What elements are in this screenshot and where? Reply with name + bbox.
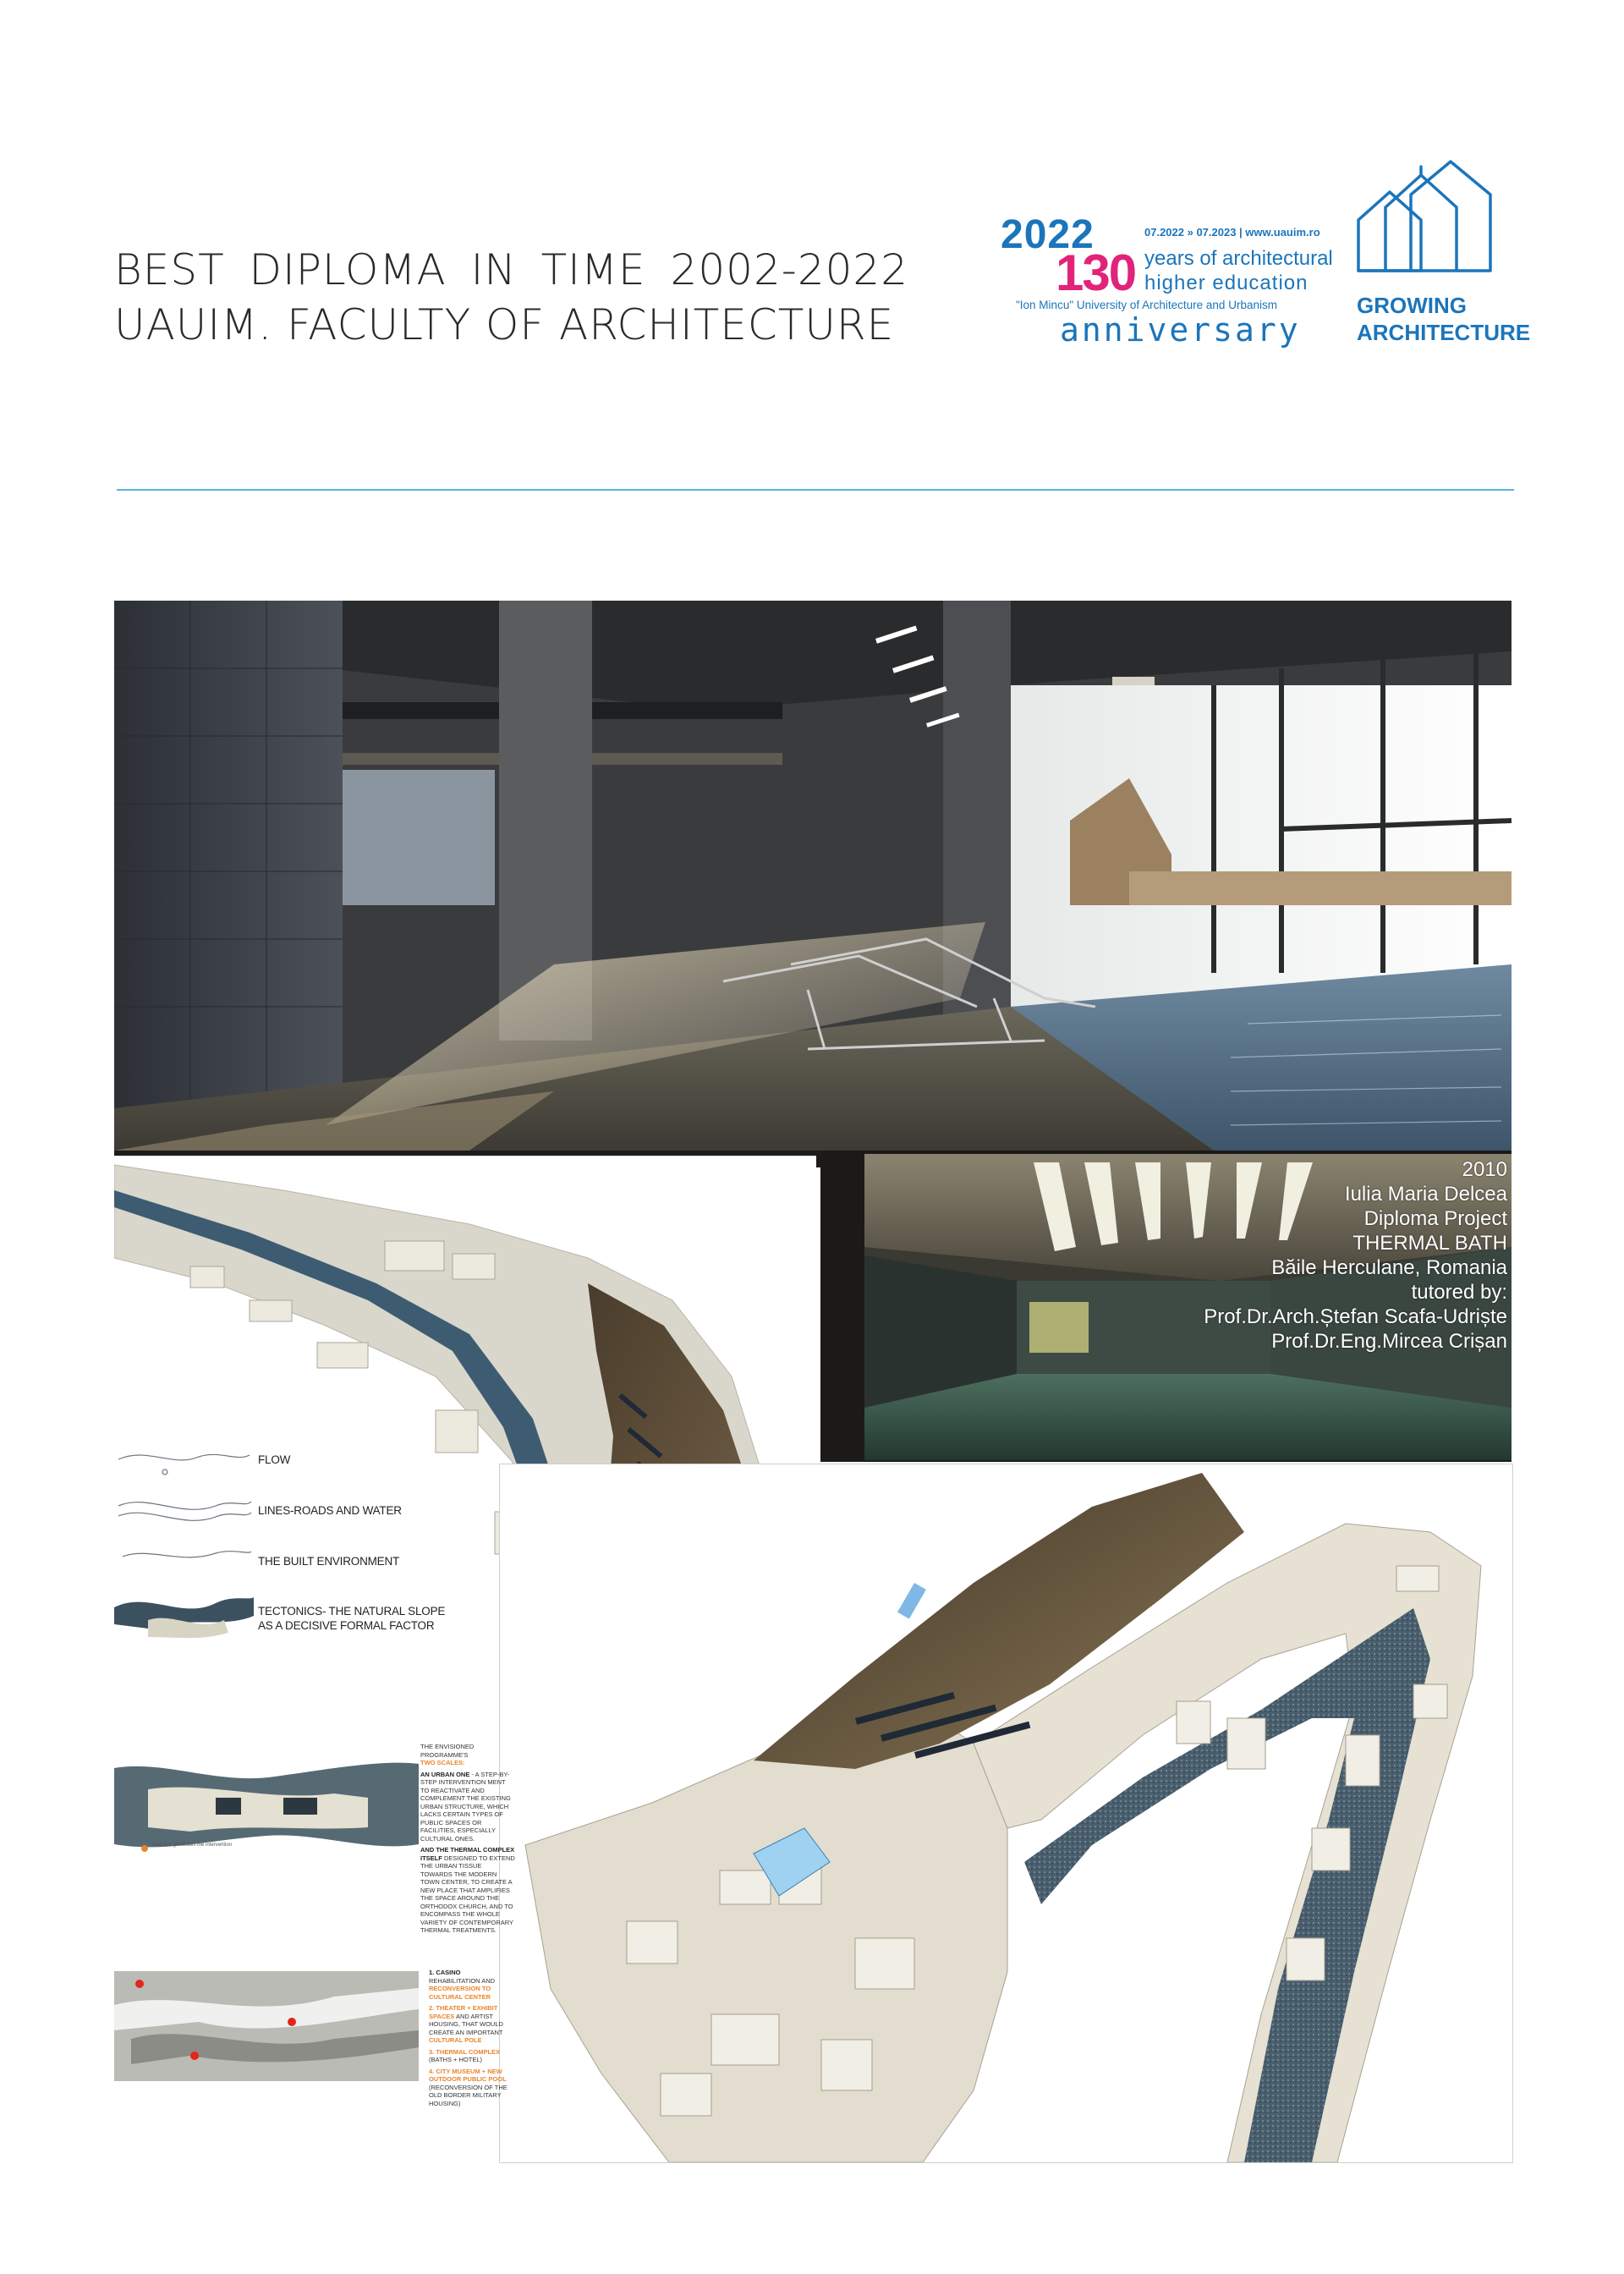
project-author: Iulia Maria Delcea bbox=[1344, 1183, 1507, 1206]
concept-thermal: AND THE THERMAL COMPLEX ITSELF bbox=[420, 1846, 515, 1862]
growing-architecture-logo bbox=[1352, 157, 1531, 351]
concept-text bbox=[420, 1743, 515, 1935]
anniversary-line1: years of architectural bbox=[1144, 247, 1333, 270]
thermal-bath-interior-image bbox=[114, 601, 1512, 1151]
diagram-label-tectonics-2: AS A DECISIVE FORMAL FACTOR bbox=[258, 1619, 435, 1632]
growing-line1: GROWING bbox=[1357, 293, 1467, 318]
concept-urban: AN URBAN ONE bbox=[420, 1770, 470, 1778]
program-item-1: 1. CASINO REHABILITATION AND RECONVERSION TO CULTURAL CENTER bbox=[429, 1969, 496, 2001]
project-location: Băile Herculane, Romania bbox=[1271, 1256, 1507, 1279]
program-plan-diagram bbox=[114, 1971, 419, 2081]
program-item-4: 4. CITY MUSEUM + NEW OUTDOOR PUBLIC POOL (RECONVERSION OF THE OLD BORDER MILITARY HOUSING) bbox=[429, 2067, 508, 2107]
page-title-line2: UAUIM. FACULTY OF ARCHITECTURE bbox=[114, 300, 895, 349]
project-tutor-1: Prof.Dr.Arch.Ștefan Scafa-Udriște bbox=[1204, 1305, 1507, 1328]
site-axonometric-large-image bbox=[500, 1464, 1512, 2162]
concept-diagrams bbox=[114, 1447, 446, 1658]
concept-intro: THE ENVISIONED PROGRAMME'S bbox=[420, 1743, 475, 1759]
anniversary-year: 2022 bbox=[1001, 212, 1095, 257]
anniversary-logo bbox=[1001, 211, 1333, 355]
page-title-line1: BEST DIPLOMA IN TIME 2002-2022 bbox=[114, 245, 909, 294]
concept-panel bbox=[114, 1734, 515, 1934]
diagram-label-built: THE BUILT ENVIRONMENT bbox=[258, 1555, 400, 1568]
anniversary-dates: 07.2022 » 07.2023 | www.uauim.ro bbox=[1144, 226, 1320, 239]
growing-architecture-text bbox=[1357, 292, 1530, 346]
anniversary-number: 130 bbox=[1056, 244, 1136, 301]
anniversary-line2: higher education bbox=[1144, 272, 1309, 294]
house-outline-icon bbox=[1352, 157, 1521, 275]
project-tutored-by: tutored by: bbox=[1411, 1281, 1507, 1304]
interior-render-hero bbox=[114, 601, 1512, 1151]
program-panel bbox=[114, 1967, 508, 2107]
diagram-label-lines: LINES-ROADS AND WATER bbox=[258, 1504, 402, 1517]
concept-urban-desc: - A STEP-BY-STEP INTERVENTION MENT TO REACTIVATE AND COMPLEMENT THE EXISTING URBAN STRUCTURE, WHICH LACKS CERTAIN TYPES OF PUBLIC SPACES OR FACILITIES, ESPECIALLY CULTURAL ONES. bbox=[420, 1770, 511, 1843]
project-year: 2010 bbox=[1462, 1158, 1507, 1181]
concept-two-scales: TWO SCALES: bbox=[420, 1759, 465, 1766]
growing-line2: ARCHITECTURE bbox=[1357, 320, 1531, 345]
header-divider bbox=[117, 489, 1514, 491]
concept-diagram-sketches bbox=[114, 1447, 254, 1658]
concept-section-diagram bbox=[114, 1751, 419, 1878]
project-tutor-2: Prof.Dr.Eng.Mircea Crișan bbox=[1271, 1330, 1507, 1353]
concept-thermal-desc: DESIGNED TO EXTEND THE URBAN TISSUE TOWARDS THE MODERN TOWN CENTER, TO CREATE A NEW PLACE THAT AMPLIFIES THE SPACE AROUND THE ORTHODOX CHURCH, AND TO ENCOMPASS THE WHOLE VARIETY OF CONTEMPORARY THERMAL TREATMENTS. bbox=[420, 1854, 515, 1934]
diagram-label-flow: FLOW bbox=[258, 1453, 291, 1466]
anniversary-university: "Ion Mincu" University of Architecture and Urbanism bbox=[1016, 299, 1277, 311]
diagram-label-tectonics-1: TECTONICS- THE NATURAL SLOPE bbox=[258, 1605, 446, 1618]
project-type: Diploma Project bbox=[1363, 1207, 1507, 1230]
project-info bbox=[1204, 1157, 1507, 1354]
project-title: THERMAL BATH bbox=[1352, 1232, 1507, 1255]
anniversary-word: anniversary bbox=[1060, 311, 1301, 349]
site-axonometric-large bbox=[499, 1464, 1513, 2163]
program-item-2: 2. THEATER + EXHIBIT SPACES AND ARTIST HOUSING, THAT WOULD CREATE AN IMPORTANT CULTURAL POLE bbox=[429, 2004, 503, 2044]
program-item-3: 3. THERMAL COMPLEX (BATHS + HOTEL) bbox=[429, 2047, 501, 2063]
program-list bbox=[429, 1969, 509, 2107]
svg-text:Axis that generates the interv: Axis that generates the intervention bbox=[152, 1843, 233, 1848]
